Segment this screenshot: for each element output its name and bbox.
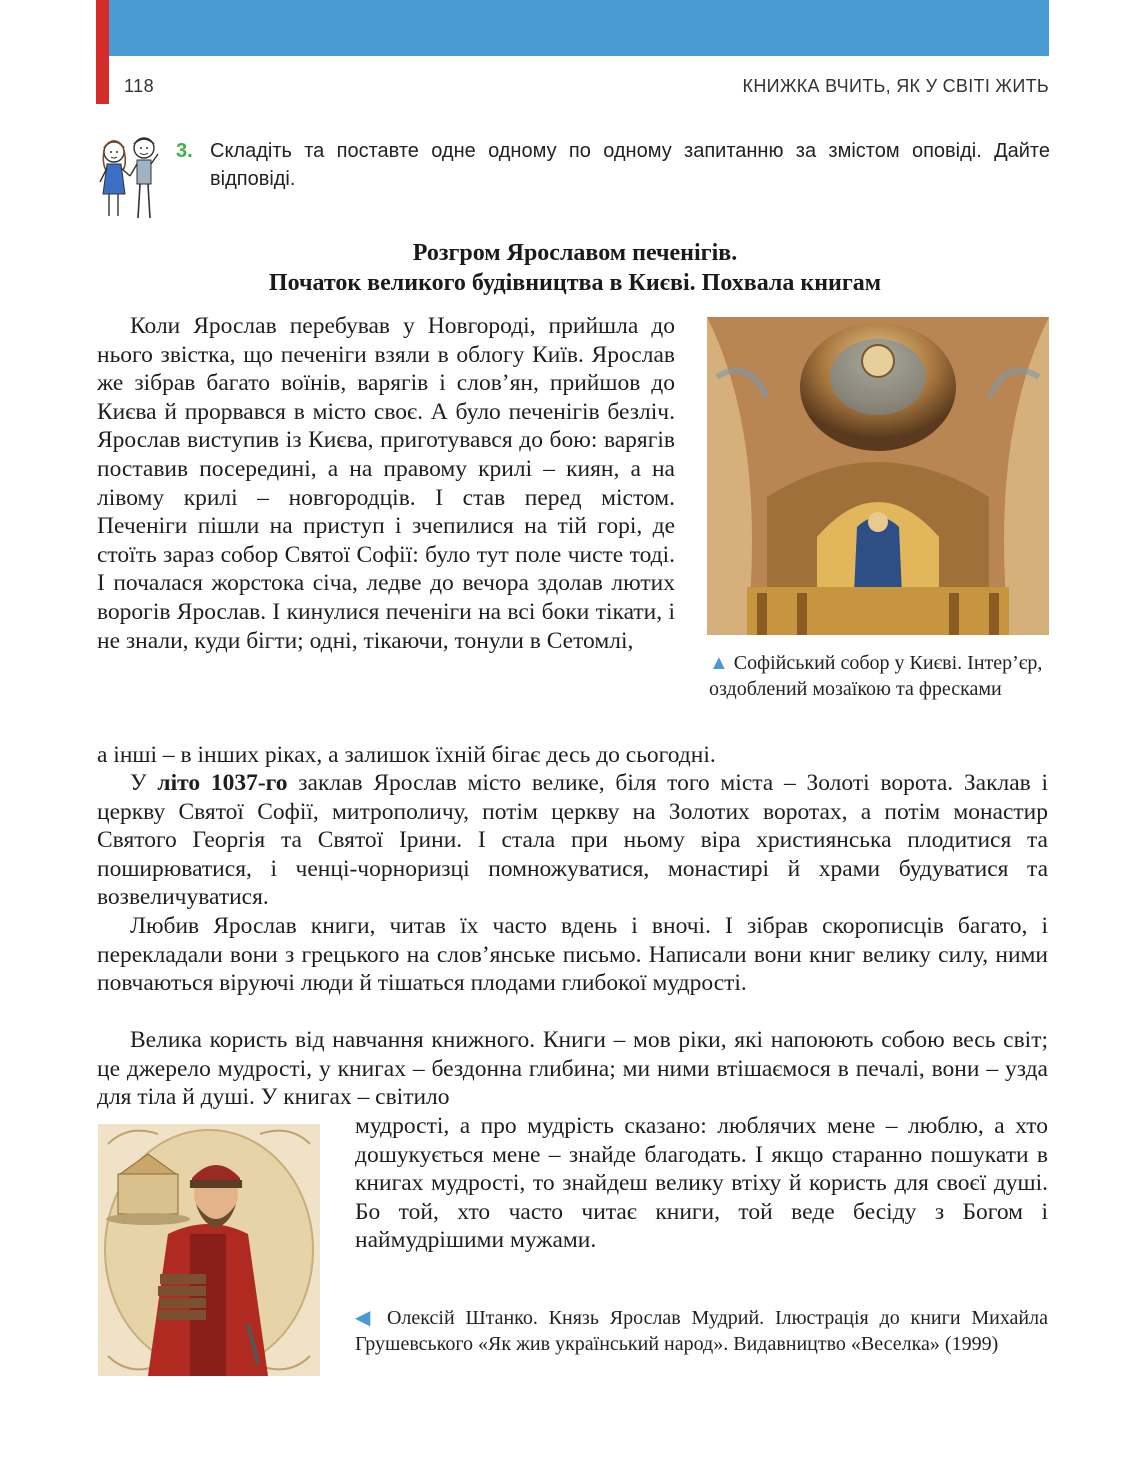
- prince-caption: [355, 1305, 1048, 1357]
- running-title: КНИЖКА ВЧИТЬ, ЯК У СВІТІ ЖИТЬ: [742, 76, 1049, 96]
- triangle-up-icon: ▲: [709, 652, 729, 674]
- paragraph-4-continued: мудрості, а про мудрість сказано: люблячих мене – люблю, а хто дошукується мене – знайде благодать. І якщо старанно пошукати в книгах мудрості, то знайдеш велику втіху й користь для своєї душі. Бо той, хто часто читає книги, той веде бесіду з Богом і наймудрішими мужами.: [355, 1113, 1048, 1254]
- paragraph-1-tail: а інші – в інших ріках, а залишок їхній бігає десь до сьогодні.: [97, 742, 716, 768]
- year-emphasis: літо 1037-го: [157, 770, 288, 796]
- task-number: 3.: [176, 140, 193, 162]
- page-number: 118: [124, 76, 155, 96]
- two-children-icon: [96, 130, 166, 222]
- header-band: [96, 0, 1049, 56]
- cathedral-caption: [709, 650, 1049, 702]
- paragraph-2-rest: заклав Ярослав місто велике, біля того міста – Золоті ворота. Заклав і церкву Святої Софії, митрополичу, потім церкву на Золотих воротах, а потім монастир Святого Георгія та Святої Ірини. І стала при ньому віра християнська плодитися та поширюватися, і ченці-чорноризці помножуватися, монастирі й храми будуватися та возвеличуватися.: [97, 770, 1049, 911]
- heading-line-2: Початок великого будівництва в Києві. Похвала книгам: [268, 270, 882, 296]
- task-text: Складіть та поставте одне одному по одному запитанню за змістом оповіді. Дайте відповіді.: [210, 140, 1050, 190]
- cathedral-interior-photo: [707, 317, 1049, 635]
- prince-caption-text: Олексій Штанко. Князь Ярослав Мудрий. Ілюстрація до книги Михайла Грушевського «Як жив український народ». Видавництво «Веселка» (1999): [355, 1307, 1048, 1355]
- heading-line-1: Розгром Ярославом печенігів.: [412, 240, 738, 266]
- paragraph-2-start: У: [130, 770, 158, 796]
- cathedral-caption-text: Софійський собор у Києві. Інтер’єр, оздоблений мозаїкою та фресками: [709, 652, 1043, 700]
- section-heading: [96, 238, 1054, 298]
- prince-yaroslav-illustration: [98, 1124, 320, 1376]
- paragraph-1: Коли Ярослав перебував у Новгороді, прийшла до нього звістка, що печеніги взяли в облогу Київ. Ярослав же зібрав багато воїнів, варягів і слов’ян, прийшов до Києва й прорвався в місто своє. А було печенігів безліч. Ярослав виступив із Києва, приготувався до бою: варягів поставив посередині, а на правому крилі – киян, а на лівому крилі – новгородців. І став перед містом. Печеніги пішли на приступ і зчепилися на тій горі, де стоїть зараз собор Святої Софії: було тут поле чисте тоді. І почалася жорстока січа, ледве до вечора здолав лютих ворогів Ярослав. І кинулися печеніги на всі боки тікати, і не знали, куди бігти; одні, тікаючи, тонули в Сетомлі,: [97, 313, 675, 654]
- task-block: [176, 137, 1050, 193]
- paragraph-2: [97, 769, 1048, 912]
- paragraph-4: Велика користь від навчання книжного. Книги – мов ріки, які напоюють собою весь світ; це джерело мудрості, у книгах – бездонна глибина; ми ними втішаємося в печалі, вони – узда для тіла й душі. У книгах – світило: [97, 1027, 1048, 1111]
- chapter-marker-bar: [96, 0, 109, 104]
- triangle-left-icon: ◀: [355, 1307, 377, 1329]
- paragraph-3: Любив Ярослав книги, читав їх часто вдень і вночі. І зібрав скорописців багато, і перекладали вони з грецького на слов’янське письмо. Написали вони книг велику силу, ними повчаються віруючі люди й тішаться плодами глибокої мудрості.: [97, 913, 1048, 997]
